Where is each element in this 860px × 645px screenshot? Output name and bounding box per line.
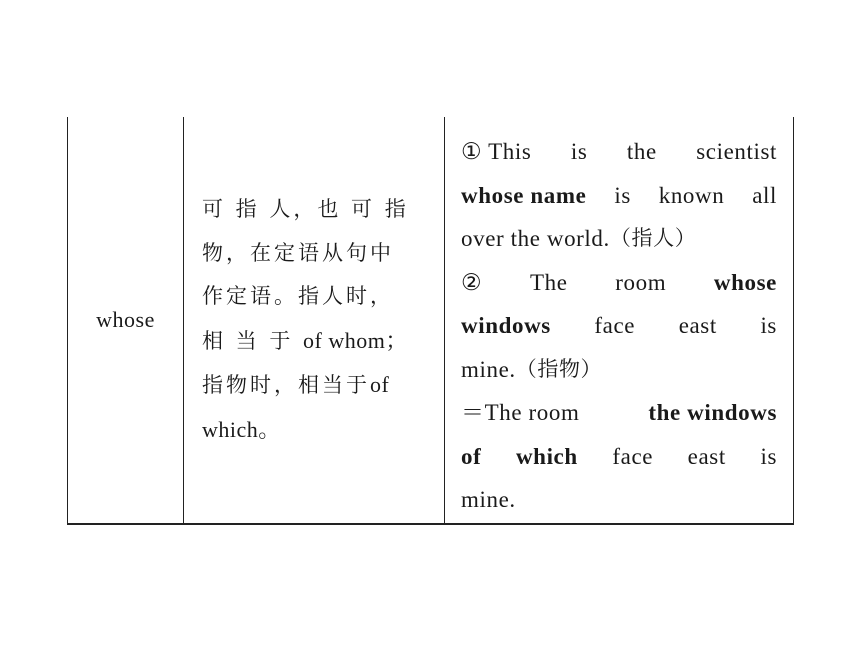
relative-pronoun-table [67, 117, 794, 525]
usage-cell [184, 117, 445, 524]
of-text: of [370, 372, 390, 397]
usage-line: 物，在定语从句中 [202, 240, 394, 265]
examples-cell [445, 117, 794, 524]
example-line-5: windows face east is [461, 313, 777, 338]
usage-text [202, 188, 430, 452]
example-line-8: of which face east is [461, 443, 777, 469]
table-row [68, 117, 794, 524]
usage-line: 相 当 于 of whom； [202, 327, 408, 353]
example-line-4: ② The room whose [461, 269, 777, 295]
example-line-9: mine. [461, 487, 516, 512]
example-line-6: mine. （指物） [461, 356, 603, 382]
of-whom-text: of whom； [303, 327, 408, 353]
word-cell [68, 117, 184, 524]
example-line-3: over the world. （指人） [461, 226, 697, 251]
example-line-2: whose name is known all [461, 182, 777, 208]
word-label: whose [96, 307, 155, 332]
usage-line: 作定语。指人时， [202, 284, 394, 308]
example-line-1: ① This is the scientist [461, 139, 777, 164]
usage-line: 指物时，相当于of [202, 372, 390, 397]
example-line-7: ＝The room the windows [461, 400, 777, 425]
usage-line: 可 指 人，也 可 指 [202, 197, 409, 221]
usage-line: which。 [202, 416, 281, 442]
